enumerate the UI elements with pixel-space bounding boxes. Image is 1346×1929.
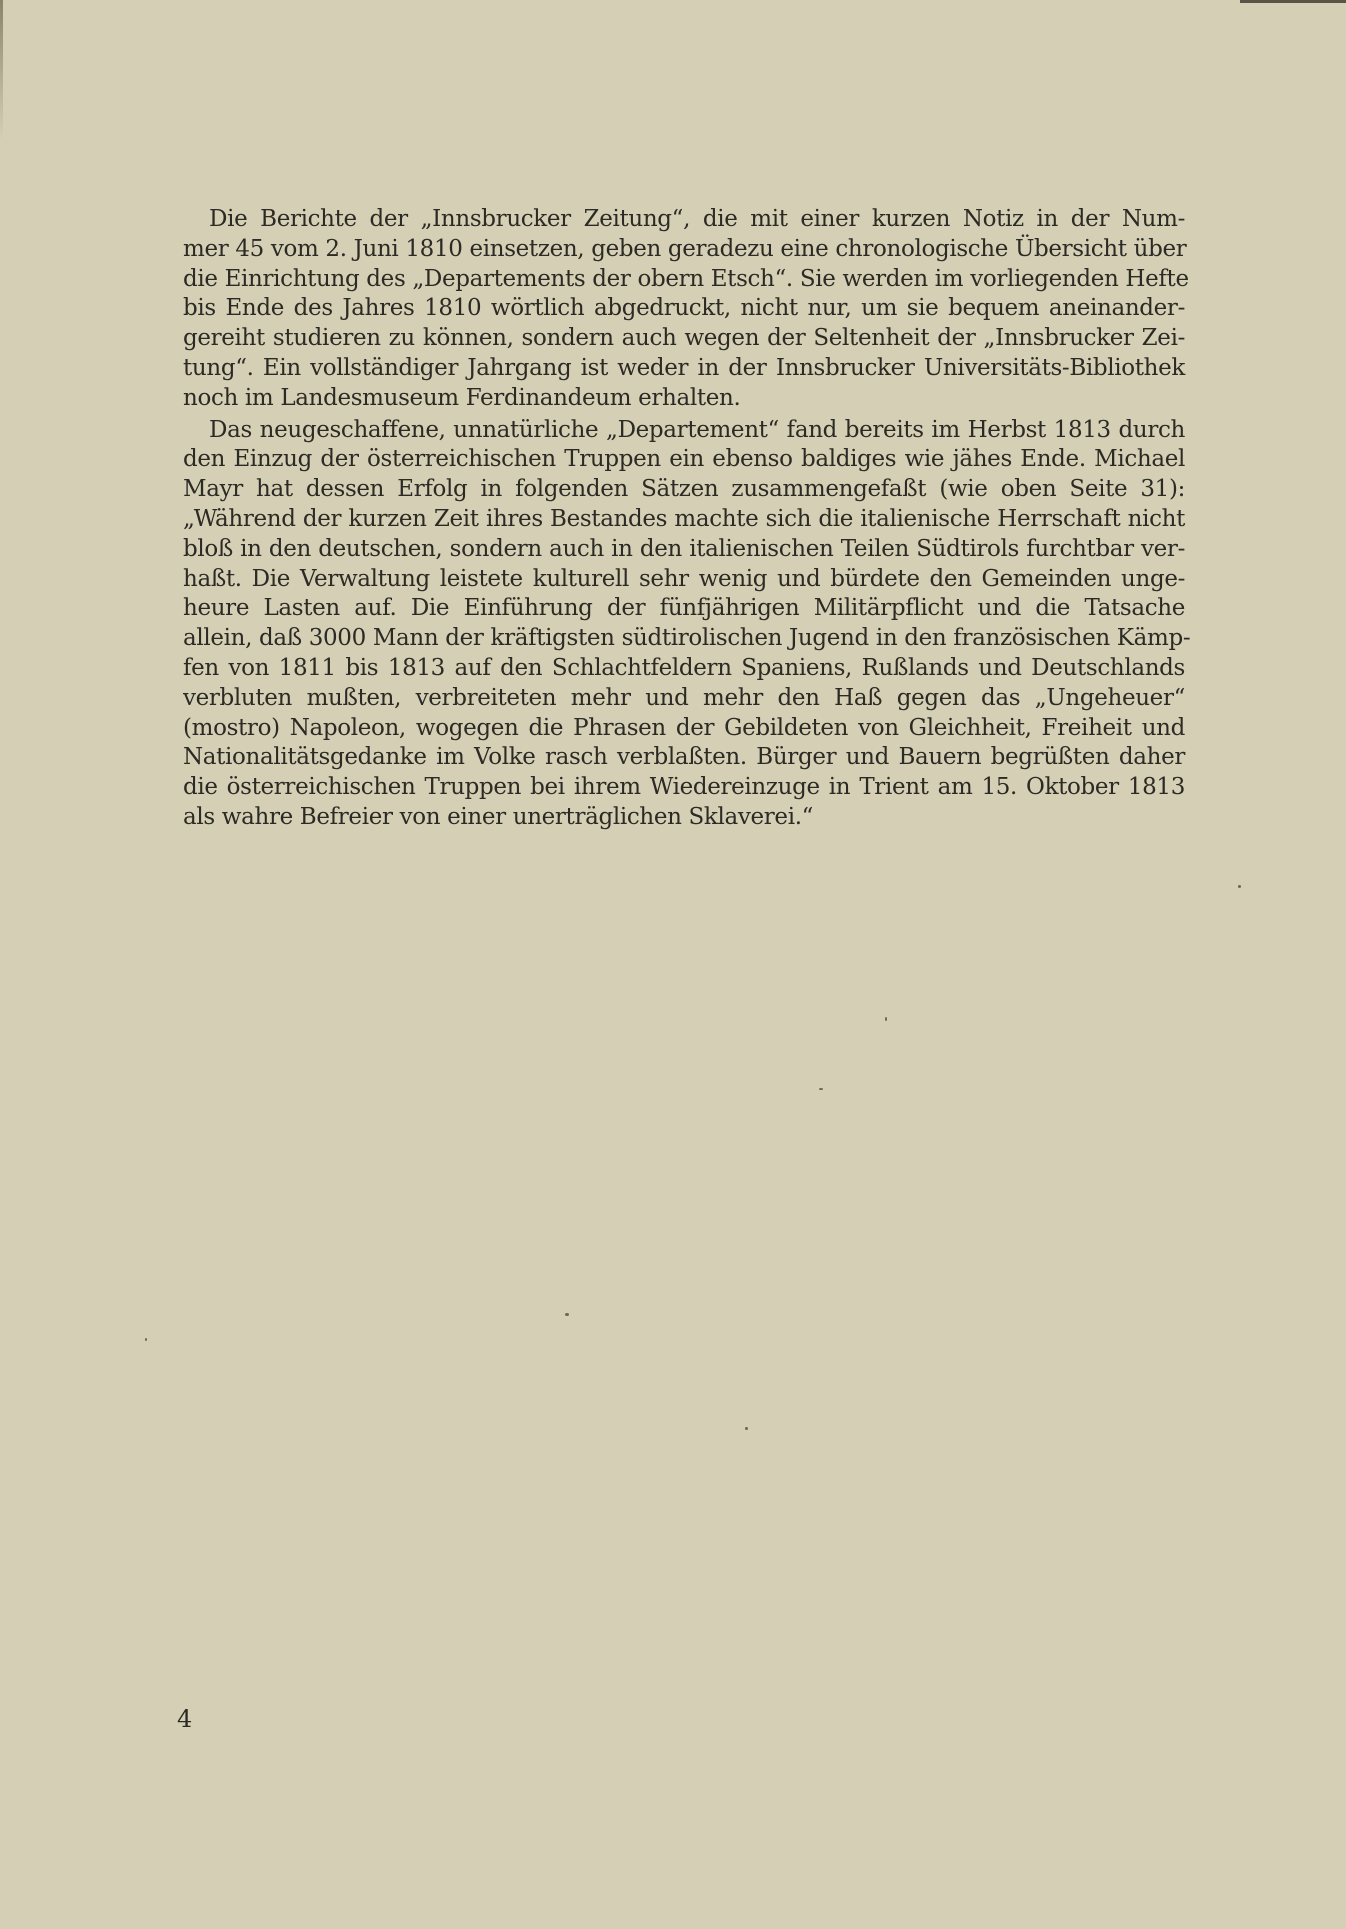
text-line: die Einrichtung des „Departements der obern Etsch“. Sie werden im vorliegenden Hefte: [183, 265, 1189, 292]
text-line: tung“. Ein vollständiger Jahrgang ist weder in der Innsbrucker Universitäts-Bibliothek: [183, 354, 1185, 381]
text-line: bis Ende des Jahres 1810 wörtlich abgedruckt, nicht nur, um sie bequem aneinander-: [183, 295, 1185, 322]
body-text: [183, 205, 1191, 833]
text-line: den Einzug der österreichischen Truppen ein ebenso baldiges wie jähes Ende. Michael: [183, 446, 1185, 473]
text-line: haßt. Die Verwaltung leistete kulturell sehr wenig und bürdete den Gemeinden unge-: [183, 565, 1185, 592]
text-line: Die Berichte der „Innsbrucker Zeitung“, die mit einer kurzen Notiz in der Num-: [209, 206, 1185, 232]
text-line: die österreichischen Truppen bei ihrem Wiedereinzuge in Trient am 15. Oktober 1813: [183, 774, 1185, 801]
text-line: verbluten mußten, verbreiteten mehr und mehr den Haß gegen das „Ungeheuer“: [183, 684, 1185, 711]
text-line: gereiht studieren zu können, sondern auch wegen der Seltenheit der „Innsbrucker Zei-: [183, 325, 1185, 352]
text-line: Mayr hat dessen Erfolg in folgenden Sätzen zusammengefaßt (wie oben Seite 31):: [183, 476, 1185, 503]
paper-speck: [819, 1088, 823, 1090]
text-line: Nationalitätsgedanke im Volke rasch verblaßten. Bürger und Bauern begrüßten daher: [183, 744, 1185, 771]
text-line: mer 45 vom 2. Juni 1810 einsetzen, geben geradezu eine chronologische Übersicht über: [183, 235, 1187, 262]
paragraph-1: [183, 205, 1189, 414]
text-line: fen von 1811 bis 1813 auf den Schlachtfeldern Spaniens, Rußlands und Deutschlands: [183, 654, 1185, 681]
paper-speck: [745, 1427, 748, 1430]
text-line: heure Lasten auf. Die Einführung der fünfjährigen Militärpflicht und die Tatsache: [183, 595, 1185, 622]
text-line: (mostro) Napoleon, wogegen die Phrasen der Gebildeten von Gleichheit, Freiheit und: [183, 714, 1185, 741]
paper-speck: [885, 1017, 887, 1021]
text-line: allein, daß 3000 Mann der kräftigsten südtirolischen Jugend in den französischen Kämp-: [183, 625, 1191, 652]
text-line: „Während der kurzen Zeit ihres Bestandes machte sich die italienische Herrschaft nicht: [183, 505, 1185, 532]
text-line: noch im Landesmuseum Ferdinandeum erhalten.: [183, 384, 741, 411]
top-edge-rule: [1240, 0, 1346, 3]
paper-speck: [565, 1313, 569, 1316]
paragraph-2: [183, 416, 1191, 833]
left-edge-shadow: [0, 0, 3, 140]
text-line: bloß in den deutschen, sondern auch in den italienischen Teilen Südtirols furchtbar ver-: [183, 535, 1185, 562]
text-line: Das neugeschaffene, unnatürliche „Departement“ fand bereits im Herbst 1813 durch: [209, 416, 1185, 443]
paper-speck: [1238, 885, 1241, 888]
text-line: als wahre Befreier von einer unerträglichen Sklaverei.“: [183, 803, 814, 830]
page-number: 4: [177, 1705, 193, 1733]
paper-speck: [145, 1338, 147, 1341]
